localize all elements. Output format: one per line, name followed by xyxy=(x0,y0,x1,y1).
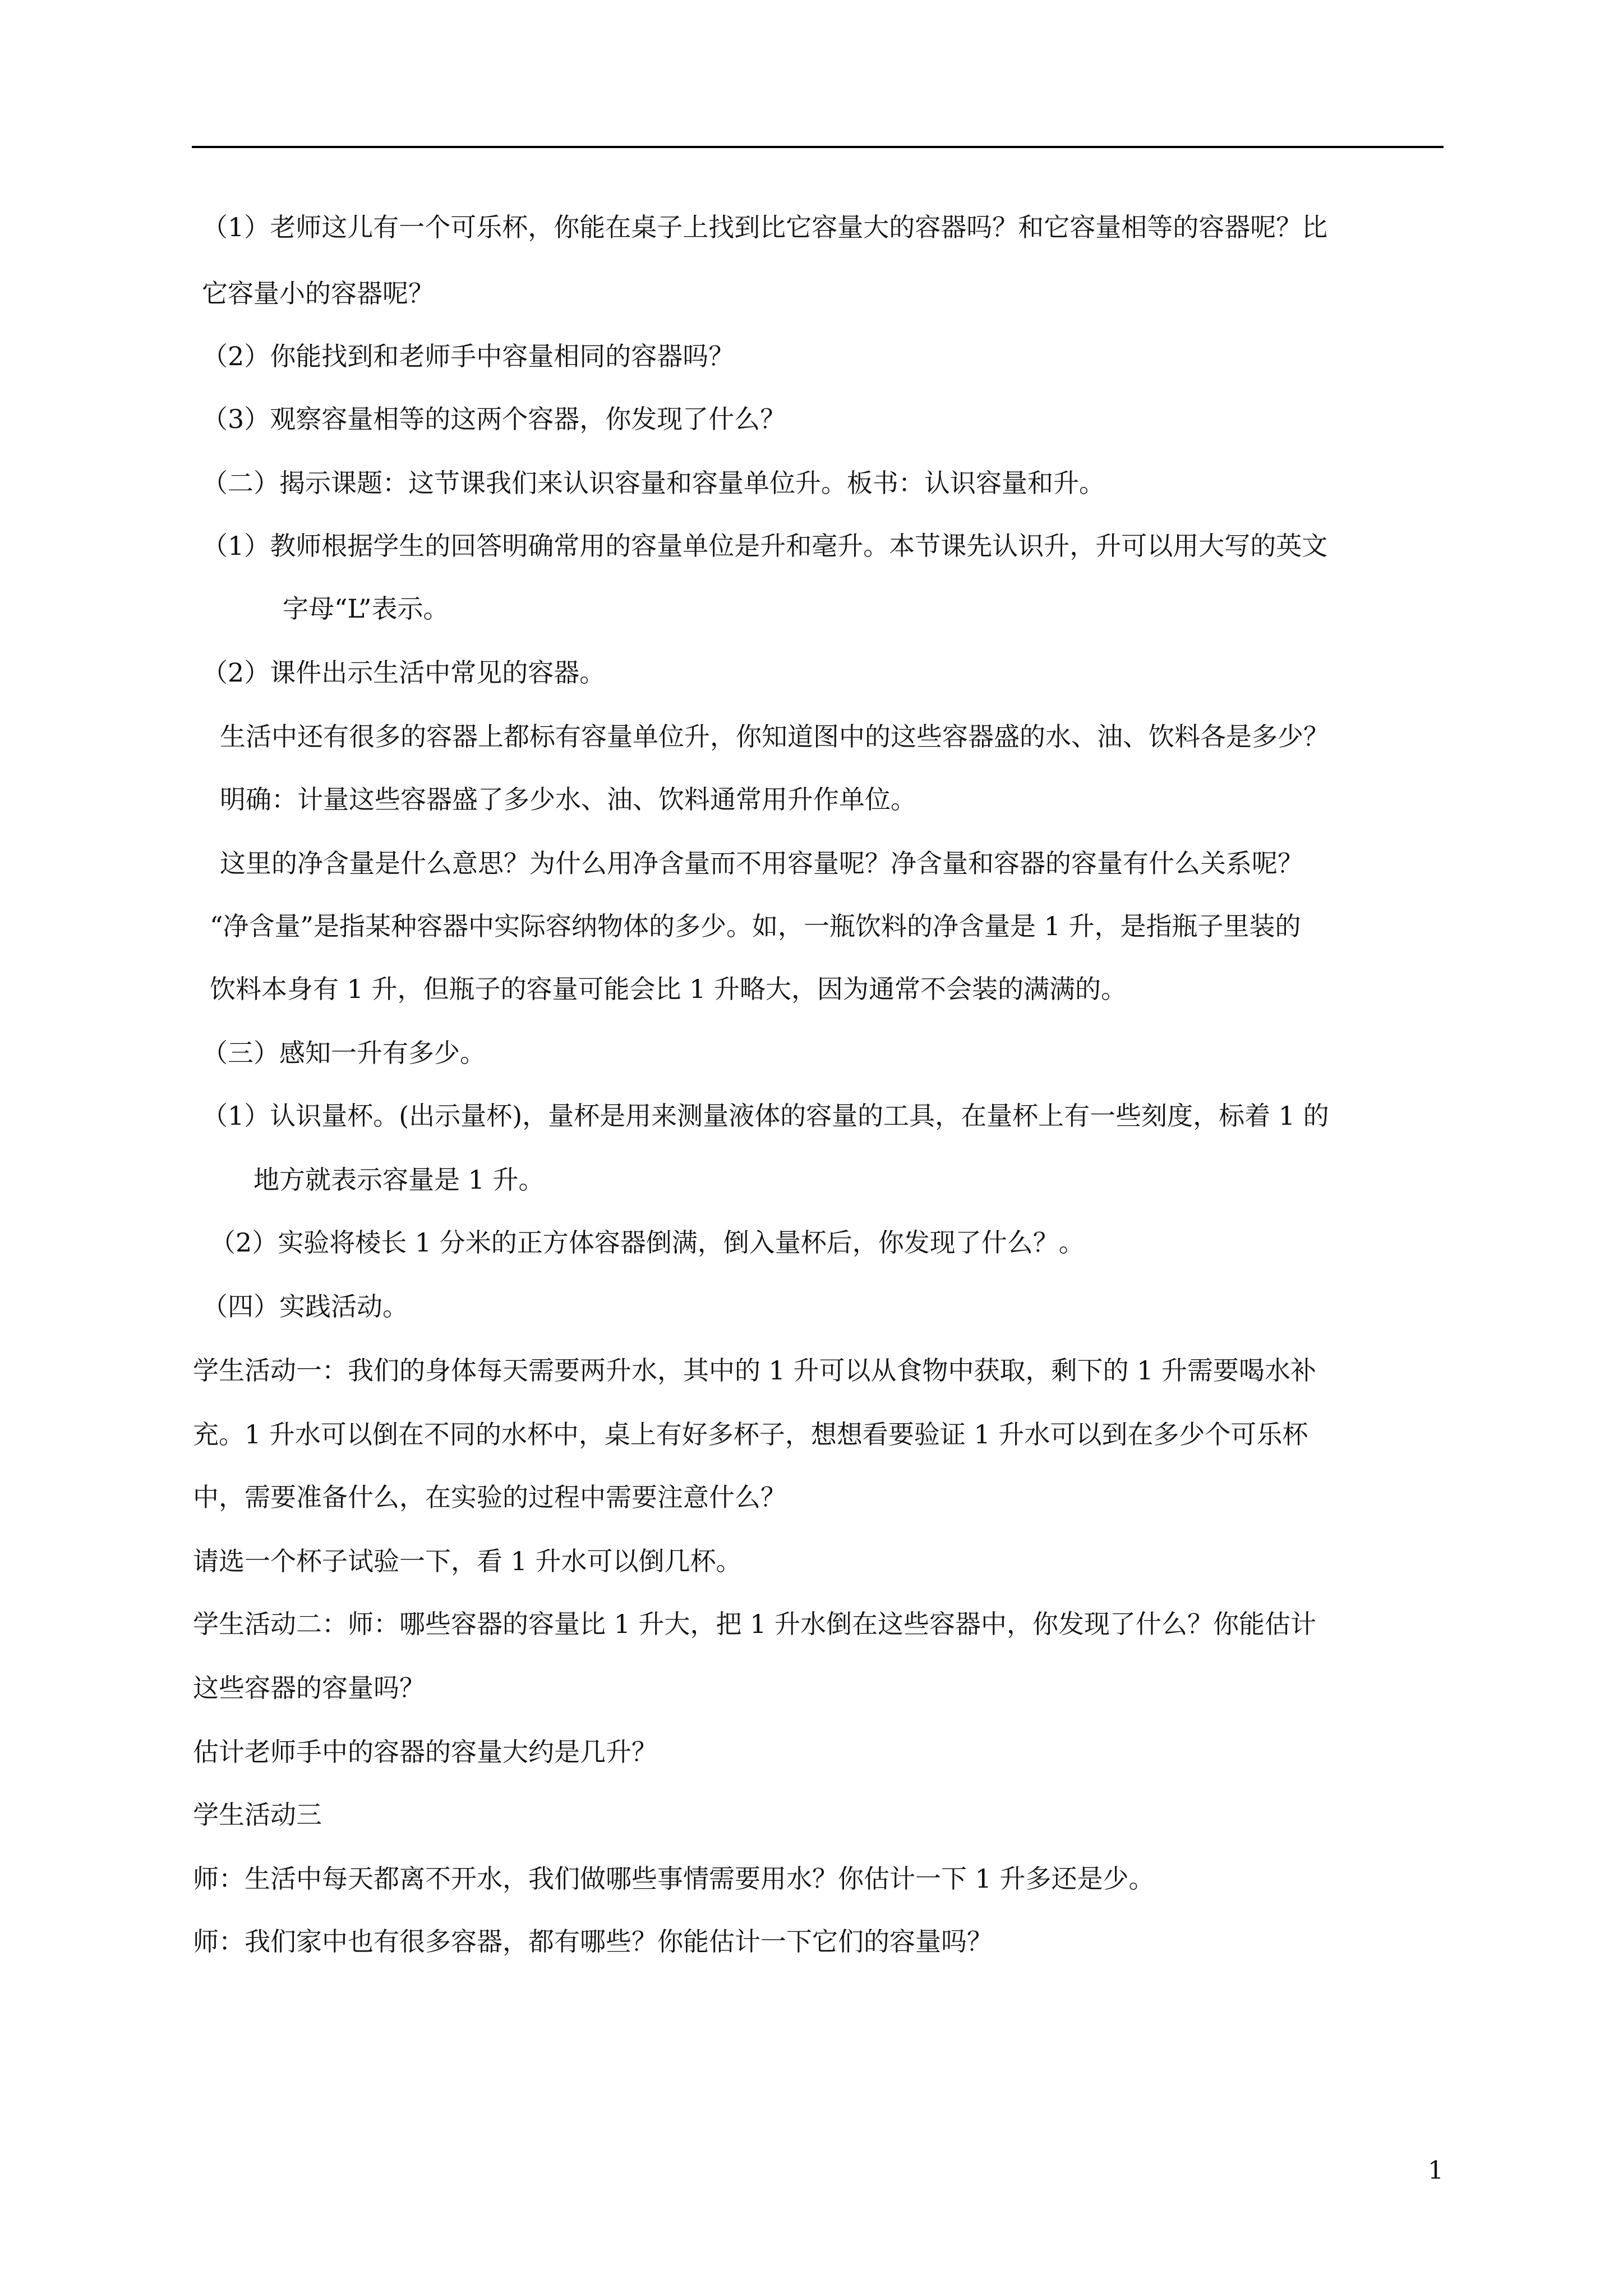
header-rule xyxy=(192,146,1444,148)
text-line: 学生活动三 xyxy=(193,1800,322,1830)
text-line: （2）课件出示生活中常见的容器。 xyxy=(202,657,606,688)
text-line: 饮料本身有 1 升，但瓶子的容量可能会比 1 升略大，因为通常不会装的满满的。 xyxy=(210,974,1127,1004)
text-line: （2）实验将棱长 1 分米的正方体容器倒满，倒入量杯后，你发现了什么？。 xyxy=(210,1227,1085,1258)
text-line: （四）实践活动。 xyxy=(202,1291,408,1322)
text-line: 估计老师手中的容器的容量大约是几升？ xyxy=(193,1737,657,1767)
text-line: 生活中还有很多的容器上都标有容量单位升，你知道图中的这些容器盛的水、油、饮料各是多少？ xyxy=(220,721,1329,752)
text-line: 请选一个杯子试验一下，看 1 升水可以倒几杯。 xyxy=(193,1546,742,1576)
text-line: （2）你能找到和老师手中容量相同的容器吗？ xyxy=(202,341,735,371)
text-line: （三）感知一升有多少。 xyxy=(202,1038,486,1068)
text-line: 这些容器的容量吗？ xyxy=(193,1673,425,1703)
text-line: 明确：计量这些容器盛了多少水、油、饮料通常用升作单位。 xyxy=(220,784,916,815)
text-line: （1）老师这儿有一个可乐杯，你能在桌子上找到比它容量大的容器吗？和它容量相等的容器呢？比 xyxy=(202,212,1328,242)
text-line: （1）教师根据学生的回答明确常用的容量单位是升和毫升。本节课先认识升，升可以用大写的英文 xyxy=(202,531,1328,561)
text-line: 师：我们家中也有很多容器，都有哪些？你能估计一下它们的容量吗？ xyxy=(193,1926,993,1957)
text-line: 充。1 升水可以倒在不同的水杯中，桌上有好多杯子，想想看要验证 1 升水可以到在多少个可乐杯 xyxy=(193,1419,1308,1450)
text-line: “净含量”是指某种容器中实际容纳物体的多少。如，一瓶饮料的净含量是 1 升，是指瓶子里装的 xyxy=(210,911,1301,941)
text-line: 这里的净含量是什么意思？为什么用净含量而不用容量呢？净含量和容器的容量有什么关系呢？ xyxy=(220,848,1303,878)
text-line: （二）揭示课题：这节课我们来认识容量和容量单位升。板书：认识容量和升。 xyxy=(202,468,1105,498)
text-line: 师：生活中每天都离不开水，我们做哪些事情需要用水？你估计一下 1 升多还是少。 xyxy=(193,1864,1155,1894)
text-line: 字母“L”表示。 xyxy=(283,593,449,624)
text-line: 中，需要准备什么，在实验的过程中需要注意什么？ xyxy=(193,1482,786,1512)
text-line: （1）认识量杯。(出示量杯)，量杯是用来测量液体的容量的工具，在量杯上有一些刻度，标着 1 的 xyxy=(202,1101,1329,1131)
text-line: 地方就表示容量是 1 升。 xyxy=(253,1165,545,1195)
text-line: 它容量小的容器呢？ xyxy=(202,278,434,309)
page-number: 1 xyxy=(1428,2156,1444,2185)
text-line: 学生活动二：师：哪些容器的容量比 1 升大，把 1 升水倒在这些容器中，你发现了什么？你能估计 xyxy=(193,1609,1317,1639)
text-line: 学生活动一：我们的身体每天需要两升水，其中的 1 升可以从食物中获取，剩下的 1 升需要喝水补 xyxy=(193,1355,1317,1386)
text-line: （3）观察容量相等的这两个容器，你发现了什么？ xyxy=(202,404,786,434)
